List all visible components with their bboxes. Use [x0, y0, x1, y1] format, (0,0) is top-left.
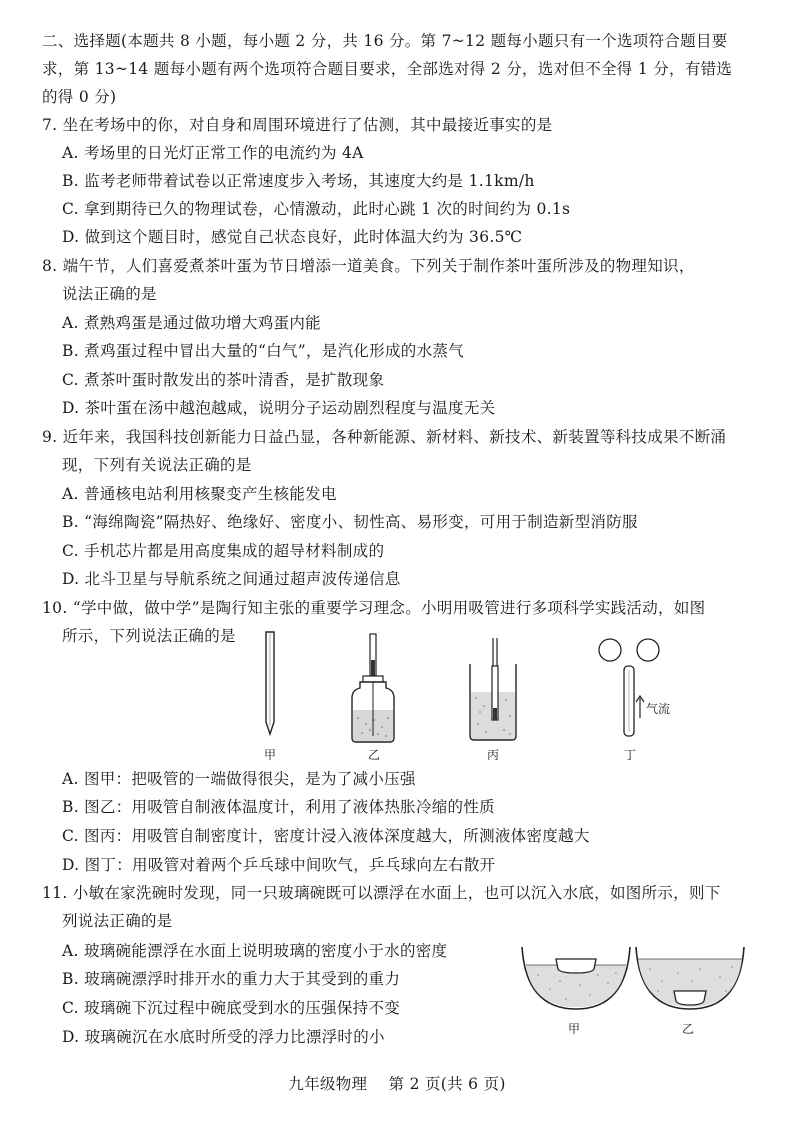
question-10-option-c: C. 图丙：用吸管自制密度计，密度计浸入液体深度越大，所测液体密度越大: [62, 827, 590, 845]
question-8-option-c: C. 煮茶叶蛋时散发出的茶叶清香，是扩散现象: [62, 371, 385, 389]
question-9-stem-continued: 现，下列有关说法正确的是: [62, 456, 252, 474]
figure-label-jia: 甲: [264, 748, 277, 762]
figure-q11-jia-floating-bowl: [520, 945, 632, 1013]
figure-bing-density-meter: [466, 636, 520, 742]
section-instructions-line-3: 的得 0 分): [42, 88, 117, 106]
figure-q11-label-jia: 甲: [568, 1022, 581, 1036]
question-11-stem: 11. 小敏在家洗碗时发现，同一只玻璃碗既可以漂浮在水面上，也可以沉入水底，如图所示，则下: [42, 884, 721, 902]
question-9-option-c: C. 手机芯片都是用高度集成的超导材料制成的: [62, 542, 385, 560]
question-7-stem: 7. 坐在考场中的你，对自身和周围环境进行了估测，其中最接近事实的是: [42, 116, 553, 134]
question-10-stem-continued: 所示，下列说法正确的是: [62, 627, 236, 645]
question-9-option-b: B. “海绵陶瓷”隔热好、绝缘好、密度小、韧性高、易形变，可用于制造新型消防服: [62, 513, 638, 531]
footer-subject: 九年级物理: [288, 1075, 368, 1093]
question-8-option-b: B. 煮鸡蛋过程中冒出大量的“白气”，是汽化形成的水蒸气: [62, 342, 464, 360]
question-11-stem-continued: 列说法正确的是: [62, 912, 173, 930]
question-10-option-d: D. 图丁：用吸管对着两个乒乓球中间吹气，乒乓球向左右散开: [62, 856, 496, 874]
question-8-option-a: A. 煮熟鸡蛋是通过做功增大鸡蛋内能: [62, 314, 321, 332]
figure-yi-liquid-thermometer: [348, 632, 398, 744]
question-7-option-d: D. 做到这个题目时，感觉自己状态良好，此时体温大约为 36.5℃: [62, 228, 523, 246]
figure-label-ding: 丁: [624, 748, 637, 762]
figure-ding-pingpong-airflow: [596, 636, 666, 740]
question-11-option-b: B. 玻璃碗漂浮时排开水的重力大于其受到的重力: [62, 970, 401, 988]
figure-label-airflow: 气流: [646, 702, 671, 716]
figure-jia-pointed-straw: [262, 630, 282, 740]
question-9-stem: 9. 近年来，我国科技创新能力日益凸显，各种新能源、新材料、新技术、新装置等科技成果不断涌: [42, 428, 727, 446]
question-10-option-a: A. 图甲：把吸管的一端做得很尖，是为了减小压强: [62, 770, 416, 788]
question-7-option-a: A. 考场里的日光灯正常工作的电流约为 4A: [62, 144, 364, 162]
figure-q11-yi-sunk-bowl: [634, 945, 746, 1013]
figure-label-yi: 乙: [368, 748, 381, 762]
question-7-option-c: C. 拿到期待已久的物理试卷，心情激动，此时心跳 1 次的时间约为 0.1s: [62, 200, 571, 218]
section-instructions-line-2: 求，第 13~14 题每小题有两个选项符合题目要求，全部选对得 2 分，选对但不全得 1 分，有错选: [42, 60, 733, 78]
section-instructions-line-1: 二、选择题(本题共 8 小题，每小题 2 分，共 16 分。第 7~12 题每小题只有一个选项符合题目要: [42, 32, 728, 50]
figure-label-bing: 丙: [487, 748, 500, 762]
question-9-option-a: A. 普通核电站利用核聚变产生核能发电: [62, 485, 337, 503]
question-8-option-d: D. 茶叶蛋在汤中越泡越咸，说明分子运动剧烈程度与温度无关: [62, 399, 496, 417]
question-7-option-b: B. 监考老师带着试卷以正常速度步入考场，其速度大约是 1.1km/h: [62, 172, 535, 190]
page-footer: [0, 1072, 794, 1094]
question-8-stem: 8. 端午节，人们喜爱煮茶叶蛋为节日增添一道美食。下列关于制作茶叶蛋所涉及的物理知识，: [42, 257, 695, 275]
question-10-option-b: B. 图乙：用吸管自制液体温度计，利用了液体热胀冷缩的性质: [62, 798, 495, 816]
question-8-stem-continued: 说法正确的是: [62, 285, 157, 303]
question-10-stem: 10. “学中做，做中学”是陶行知主张的重要学习理念。小明用吸管进行多项科学实践活动，如图: [42, 599, 706, 617]
figure-q11-label-yi: 乙: [682, 1022, 695, 1036]
footer-page-number: 第 2 页(共 6 页): [388, 1075, 506, 1093]
question-9-option-d: D. 北斗卫星与导航系统之间通过超声波传递信息: [62, 570, 401, 588]
question-11-option-c: C. 玻璃碗下沉过程中碗底受到水的压强保持不变: [62, 999, 401, 1017]
question-11-option-d: D. 玻璃碗沉在水底时所受的浮力比漂浮时的小: [62, 1028, 385, 1046]
question-11-option-a: A. 玻璃碗能漂浮在水面上说明玻璃的密度小于水的密度: [62, 942, 448, 960]
